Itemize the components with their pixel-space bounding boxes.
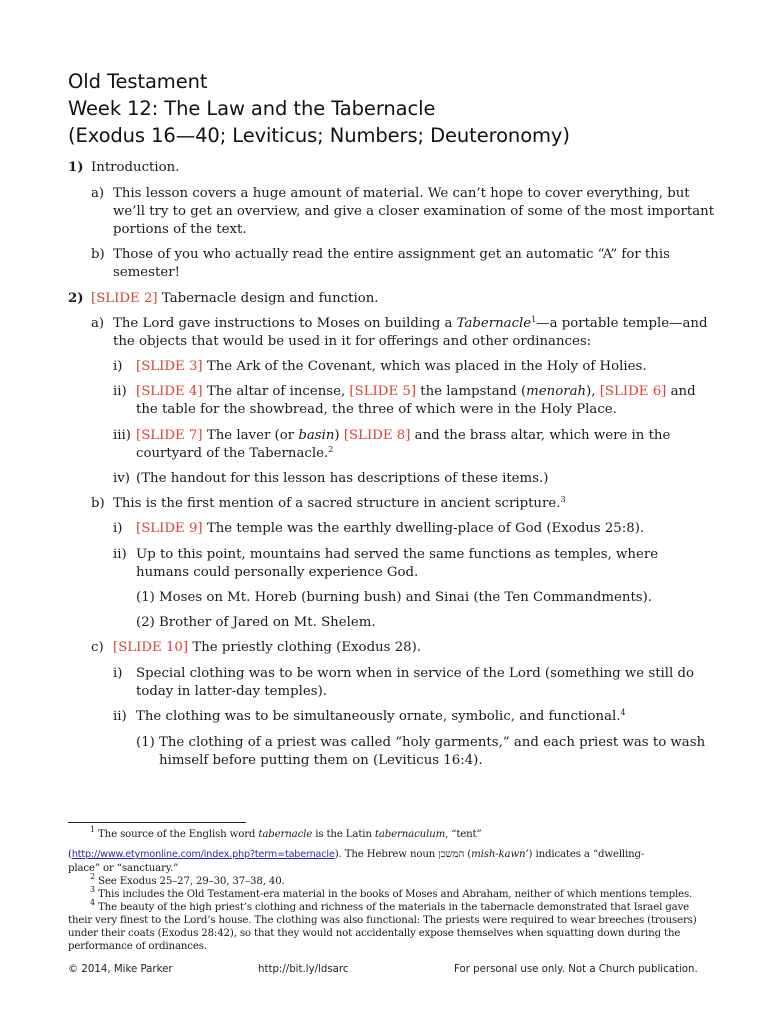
outline-item-text: The clothing was to be simultaneously ornate, symbolic, and functional.$^4$ xyxy=(136,708,626,724)
outline-marker: ii) xyxy=(113,384,127,399)
footnote-separator xyxy=(68,822,246,823)
slide-marker: [SLIDE 6] xyxy=(599,384,667,399)
outline-item-text: Brother of Jared on Mt. Shelem. xyxy=(159,615,376,630)
outline-marker: i) xyxy=(113,666,123,681)
outline-item-text: today in latter-day temples). xyxy=(136,684,328,699)
footnote-4-cont: under their coats (Exodus 28:42), so that they would not accidentally expose themselves when squatting down during the xyxy=(68,928,681,939)
outline-item-text: the table for the showbread, the three of which were in the Holy Place. xyxy=(136,402,617,417)
footnote-4: $^4$ The beauty of the high priest’s clothing and richness of the materials in the tabernacle demonstrated that Israel gave xyxy=(90,898,690,913)
outline-marker: 2) xyxy=(68,291,84,306)
title-line-3: (Exodus 16—40; Leviticus; Numbers; Deuteronomy) xyxy=(68,124,570,147)
outline-marker: ii) xyxy=(113,709,127,724)
etymonline-link[interactable]: http://www.etymonline.com/index.php?term=tabernacle xyxy=(71,849,335,860)
outline-item-text: Moses on Mt. Horeb (burning bush) and Sinai (the Ten Commandments). xyxy=(159,590,653,605)
slide-marker: [SLIDE 7] xyxy=(136,428,203,443)
outline-marker: b) xyxy=(91,496,105,511)
outline-item-text: (The handout for this lesson has descriptions of these items.) xyxy=(136,471,549,486)
outline-marker: 1) xyxy=(68,160,84,175)
slide-marker: [SLIDE 3] xyxy=(136,359,203,374)
footnote-4-cont: their very finest to the Lord’s house. The clothing was also functional: The priests were required to wear breeches (trousers) xyxy=(68,915,697,926)
outline-item-text: [SLIDE 3] The Ark of the Covenant, which was placed in the Holy of Holies. xyxy=(136,359,647,374)
outline-item-text: the objects that would be used in it for offerings and other ordinances: xyxy=(113,334,592,349)
outline-item-text: semester! xyxy=(113,265,180,280)
footer-notice: For personal use only. Not a Church publication. xyxy=(454,964,698,975)
footnote-2: $^2$ See Exodus 25–27, 29–30, 37–38, 40. xyxy=(90,872,285,887)
outline-marker: c) xyxy=(91,640,104,655)
outline-marker: iv) xyxy=(113,471,130,486)
outline-item-text: [SLIDE 7] The laver (or basin) [SLIDE 8] and the brass altar, which were in the xyxy=(136,428,671,443)
outline-item-text: The clothing of a priest was called “holy garments,” and each priest was to wash xyxy=(159,735,706,750)
outline-marker: iii) xyxy=(113,428,131,443)
outline-item-text: himself before putting them on (Leviticus 16:4). xyxy=(159,753,483,768)
outline-item-text: courtyard of the Tabernacle.$^2$ xyxy=(136,445,334,461)
title-line-1: Old Testament xyxy=(68,70,208,93)
footnote-4-cont: performance of ordinances. xyxy=(68,941,207,952)
footnote-ref[interactable]: 3 xyxy=(560,495,566,504)
title-line-2: Week 12: The Law and the Tabernacle xyxy=(68,97,436,120)
outline-marker: a) xyxy=(91,186,105,201)
outline-item-text: [SLIDE 9] The temple was the earthly dwelling-place of God (Exodus 25:8). xyxy=(136,521,645,536)
outline-item-text: Those of you who actually read the entire assignment get an automatic “A” for this xyxy=(113,247,670,262)
outline-item-text: This lesson covers a huge amount of material. We can’t hope to cover everything, but xyxy=(113,186,690,201)
outline-item-text: we’ll try to get an overview, and give a closer examination of some of the most important xyxy=(113,204,715,219)
footer-copyright: © 2014, Mike Parker xyxy=(68,964,173,975)
footer-url[interactable]: http://bit.ly/ldsarc xyxy=(258,964,349,975)
footnote-1-cont: (http://www.etymonline.com/index.php?term=tabernacle). The Hebrew noun המשכן (mish-kawn’) indicates a “dwelling- xyxy=(68,849,645,860)
slide-marker: [SLIDE 2] xyxy=(91,291,158,306)
outline-item-text: Introduction. xyxy=(91,160,180,175)
footnote-ref[interactable]: 2 xyxy=(328,445,334,454)
outline-item-text: Up to this point, mountains had served the same functions as temples, where xyxy=(136,547,659,562)
slide-marker: [SLIDE 5] xyxy=(349,384,417,399)
slide-marker: [SLIDE 9] xyxy=(136,521,203,536)
slide-marker: [SLIDE 8] xyxy=(343,428,411,443)
footnote-3: $^3$ This includes the Old Testament-era material in the books of Moses and Abraham, neither of which mentions temples. xyxy=(90,885,693,900)
slide-marker: [SLIDE 4] xyxy=(136,384,203,399)
footnote-1-cont: place” or “sanctuary.” xyxy=(68,863,179,874)
slide-marker: [SLIDE 10] xyxy=(113,640,189,655)
outline-item-text: humans could personally experience God. xyxy=(136,565,419,580)
footnote-ref[interactable]: 4 xyxy=(620,708,626,717)
outline-marker: b) xyxy=(91,247,105,262)
outline-item-text: This is the first mention of a sacred structure in ancient scripture.$^3$ xyxy=(113,495,566,511)
outline-item-text: The Lord gave instructions to Moses on building a Tabernacle$^1$—a portable temple—and xyxy=(113,315,708,331)
outline-item-text: [SLIDE 2] Tabernacle design and function. xyxy=(91,291,379,306)
outline-marker: ii) xyxy=(113,547,127,562)
outline-item-text: portions of the text. xyxy=(113,222,247,237)
outline-marker: i) xyxy=(113,359,123,374)
outline-marker: (2) xyxy=(136,615,155,630)
footnote-ref[interactable]: 1 xyxy=(531,315,537,324)
outline-marker: (1) xyxy=(136,590,155,605)
outline-item-text: [SLIDE 4] The altar of incense, [SLIDE 5] the lampstand (menorah), [SLIDE 6] and xyxy=(136,384,696,399)
outline-marker: (1) xyxy=(136,735,155,750)
outline-marker: a) xyxy=(91,316,105,331)
page-title xyxy=(68,68,570,149)
outline-item-text: [SLIDE 10] The priestly clothing (Exodus 28). xyxy=(113,640,422,655)
outline-item-text: Special clothing was to be worn when in service of the Lord (something we still do xyxy=(136,666,695,681)
outline-marker: i) xyxy=(113,521,123,536)
footnote-1: $^1$ The source of the English word tabernacle is the Latin tabernaculum, “tent” xyxy=(90,825,482,840)
